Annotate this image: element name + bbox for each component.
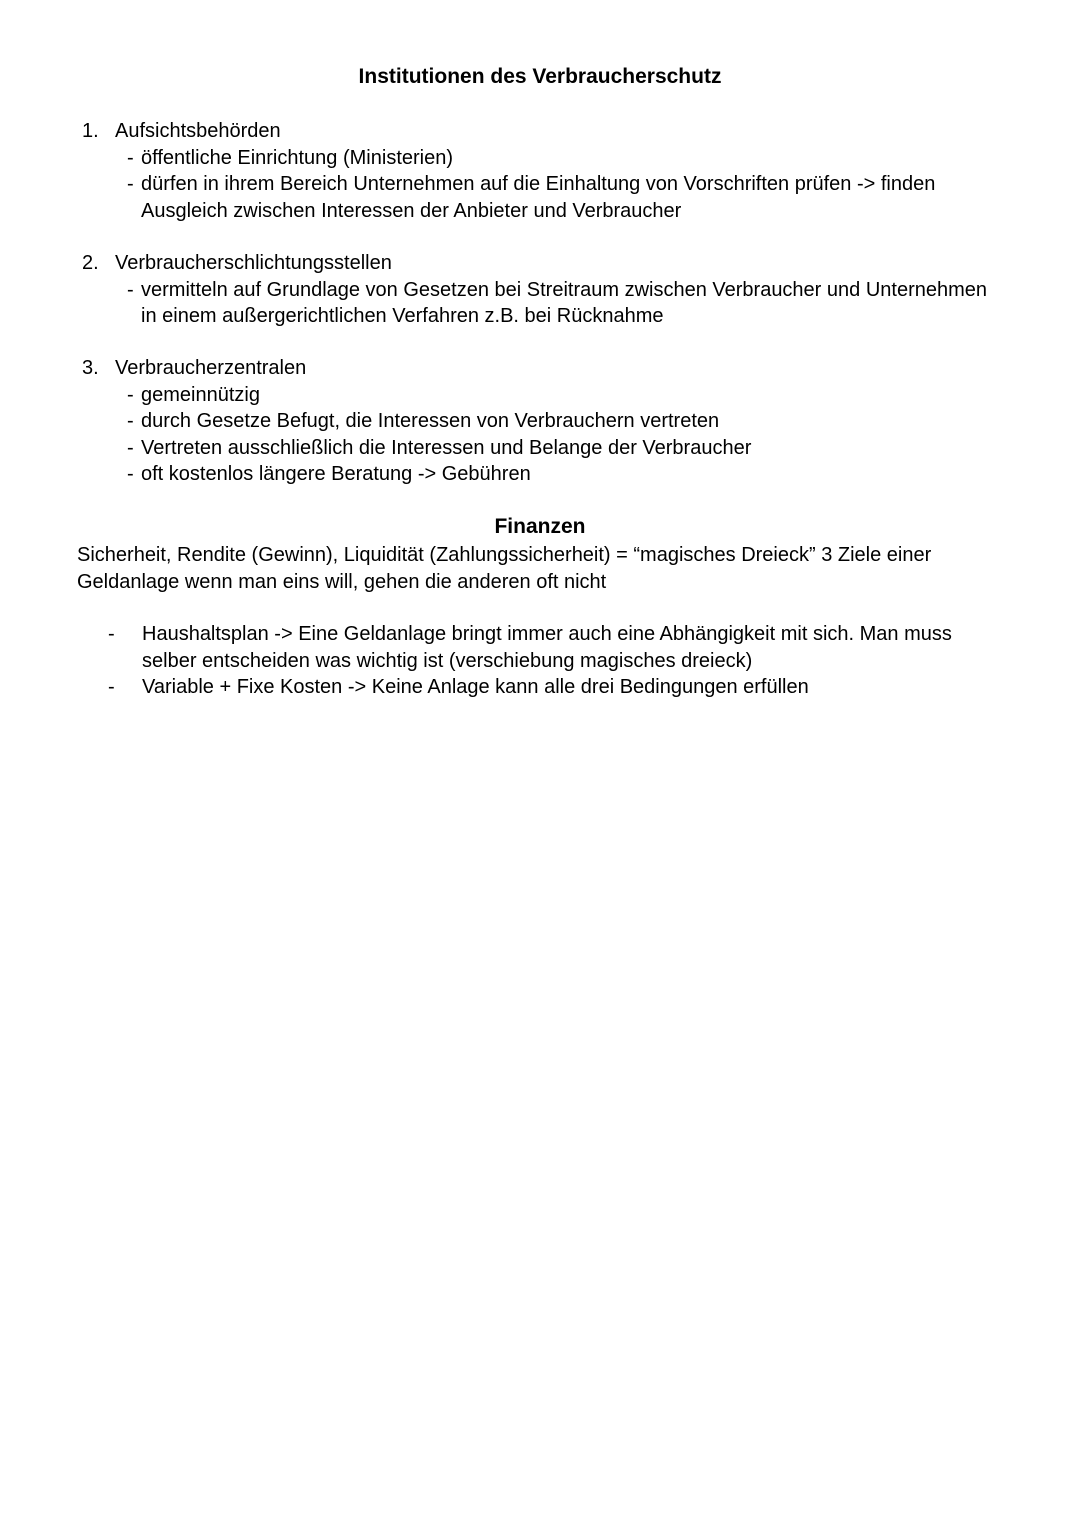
list-item bbox=[127, 461, 1007, 488]
document-title: Institutionen des Verbraucherschutz bbox=[358, 65, 722, 88]
list-item-text: Variable + Fixe Kosten -> Keine Anlage kann alle drei Bedingungen erfüllen bbox=[142, 676, 809, 698]
list-item-text: durch Gesetze Befugt, die Interessen von Verbrauchern vertreten bbox=[141, 410, 720, 432]
list-item-text: Haushaltsplan -> Eine Geldanlage bringt immer auch eine Abhängigkeit mit sich. Man muss selber entscheiden was wichtig ist (verschiebung magisches dreieck) bbox=[142, 623, 952, 672]
finanzen-paragraph: Sicherheit, Rendite (Gewinn), Liquidität (Zahlungssicherheit) = “magisches Dreieck” 3 Ziele einer Geldanlage wenn man eins will, gehen die anderen oft nicht bbox=[77, 544, 932, 593]
section-verbraucherzentralen bbox=[82, 355, 1022, 488]
list-item bbox=[108, 674, 988, 701]
dash-marker: - bbox=[108, 676, 115, 698]
list-item bbox=[127, 435, 1007, 462]
dash-marker: - bbox=[127, 463, 134, 485]
section-heading bbox=[82, 355, 1022, 382]
dash-marker: - bbox=[127, 410, 134, 432]
dash-marker: - bbox=[108, 623, 115, 645]
section-number: 2. bbox=[82, 252, 99, 274]
section-number: 3. bbox=[82, 357, 99, 379]
section-heading bbox=[82, 250, 1022, 277]
list-item bbox=[108, 621, 988, 674]
section-verbraucherschlichtungsstellen bbox=[82, 250, 1022, 330]
section-heading-text: Aufsichtsbehörden bbox=[115, 120, 281, 142]
list-item bbox=[127, 277, 1007, 330]
dash-marker: - bbox=[127, 383, 134, 406]
list-item bbox=[127, 145, 1007, 172]
list-item bbox=[127, 382, 1007, 409]
dash-marker: - bbox=[127, 278, 134, 301]
section-heading bbox=[82, 118, 1022, 145]
section-heading-text: Verbraucherschlichtungsstellen bbox=[115, 252, 392, 274]
list-item-text: dürfen in ihrem Bereich Unternehmen auf die Einhaltung von Vorschriften prüfen -> finden Ausgleich zwischen Interessen der Anbieter und Verbraucher bbox=[141, 173, 936, 222]
list-item-text: vermitteln auf Grundlage von Gesetzen bei Streitraum zwischen Verbraucher und Unternehmen in einem außergerichtlichen Verfahren z.B. bei Rücknahme bbox=[141, 278, 988, 327]
finanzen-bullet-list bbox=[108, 621, 988, 701]
dash-marker: - bbox=[127, 146, 134, 169]
list-item bbox=[127, 408, 1007, 435]
section-number: 1. bbox=[82, 120, 99, 142]
list-item-text: gemeinnützig bbox=[141, 383, 260, 406]
section-aufsichtsbehoerden bbox=[82, 118, 1022, 224]
list-item-text: oft kostenlos längere Beratung -> Gebühren bbox=[141, 463, 531, 485]
dash-marker: - bbox=[127, 436, 134, 459]
dash-marker: - bbox=[127, 173, 134, 195]
section-heading-text: Verbraucherzentralen bbox=[115, 357, 307, 379]
finanzen-heading: Finanzen bbox=[494, 515, 586, 538]
list-item bbox=[127, 171, 1007, 224]
list-item-text: öffentliche Einrichtung (Ministerien) bbox=[141, 146, 454, 169]
list-item-text: Vertreten ausschließlich die Interessen und Belange der Verbraucher bbox=[141, 436, 752, 459]
